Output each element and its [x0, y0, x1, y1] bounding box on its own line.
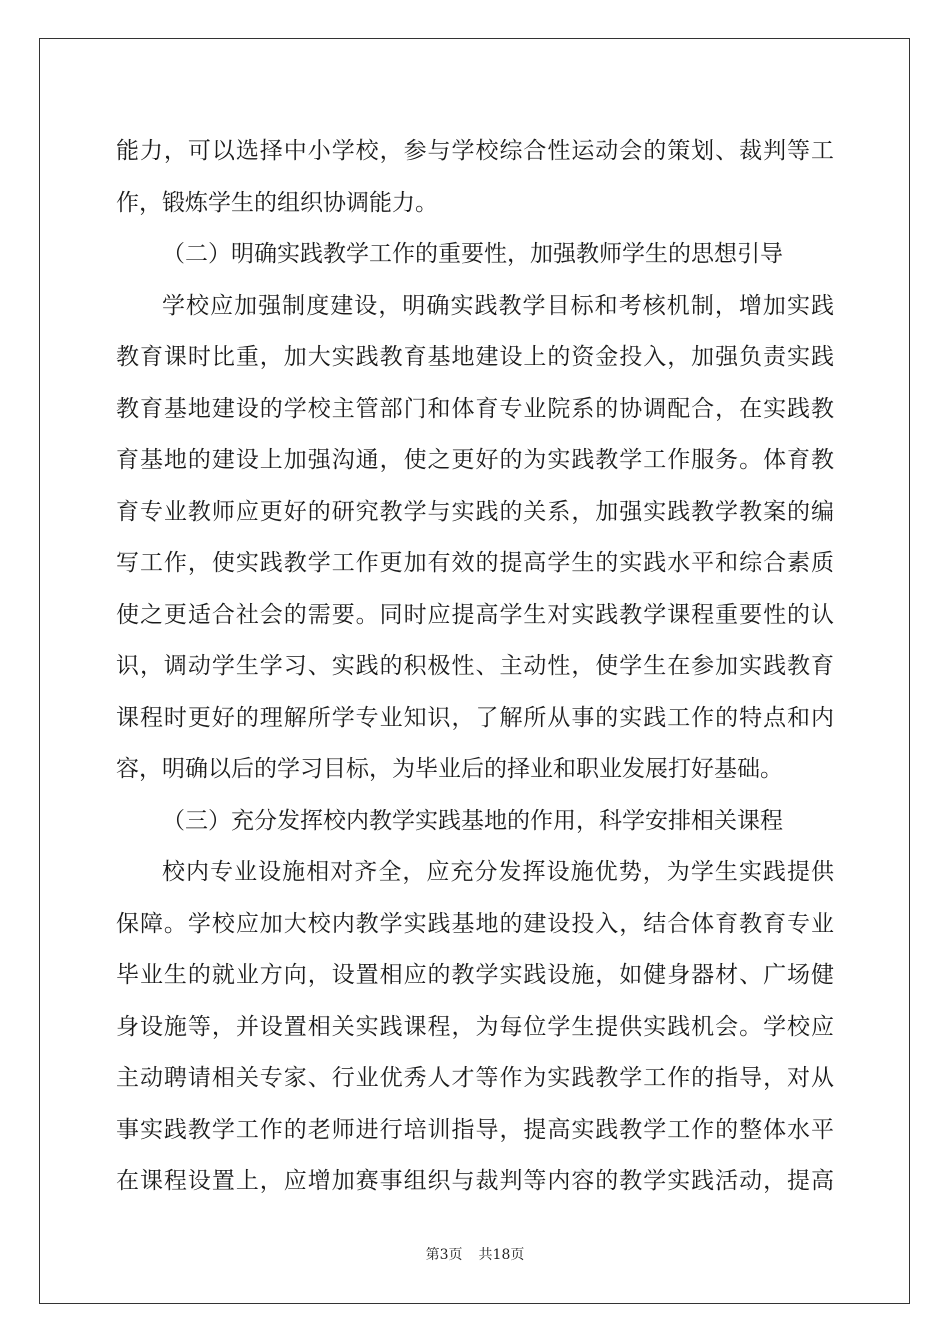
text-line: 能力，可以选择中小学校，参与学校综合性运动会的策划、裁判等工	[116, 138, 834, 164]
text-line: 教育基地建设的学校主管部门和体育专业院系的协调配合，在实践教	[116, 395, 834, 422]
text-line: 容，明确以后的学习目标，为毕业后的择业和职业发展打好基础。	[116, 756, 783, 782]
text-line: 使之更适合社会的需要。同时应提高学生对实践教学课程重要性的认	[116, 601, 834, 628]
page-number: 第3页	[425, 1247, 463, 1263]
text-line: 校内专业设施相对齐全，应充分发挥设施优势，为学生实践提供	[162, 859, 834, 885]
text-line: 毕业生的就业方向，设置相应的教学实践设施，如健身器材、广场健	[116, 962, 834, 988]
section-heading: （二）明确实践教学工作的重要性，加强教师学生的思想引导	[162, 241, 783, 267]
text-line: 写工作，使实践教学工作更加有效的提高学生的实践水平和综合素质	[116, 550, 834, 576]
text-line: 课程时更好的理解所学专业知识，了解所从事的实践工作的特点和内	[116, 704, 834, 731]
text-line: 保障。学校应加大校内教学实践基地的建设投入，结合体育教育专业	[116, 910, 834, 937]
text-line: 主动聘请相关专家、行业优秀人才等作为实践教学工作的指导，对从	[116, 1065, 834, 1091]
text-line: 在课程设置上，应增加赛事组织与裁判等内容的教学实践活动，提高	[116, 1168, 834, 1194]
section-heading: （三）充分发挥校内教学实践基地的作用，科学安排相关课程	[162, 807, 783, 834]
text-line: 教育课时比重，加大实践教育基地建设上的资金投入，加强负责实践	[116, 344, 834, 370]
text-line: 育专业教师应更好的研究教学与实践的关系，加强实践教学教案的编	[116, 498, 834, 525]
text-line: 作，锻炼学生的组织协调能力。	[116, 189, 438, 216]
page-footer	[0, 1244, 950, 1264]
text-line: 身设施等，并设置相关实践课程，为每位学生提供实践机会。学校应	[116, 1013, 834, 1040]
text-line: 学校应加强制度建设，明确实践教学目标和考核机制，增加实践	[162, 292, 834, 319]
document-body	[116, 126, 834, 1208]
page-total: 共18页	[478, 1247, 525, 1263]
text-line: 育基地的建设上加强沟通，使之更好的为实践教学工作服务。体育教	[116, 447, 834, 473]
text-line: 事实践教学工作的老师进行培训指导，提高实践教学工作的整体水平	[116, 1116, 834, 1143]
text-line: 识，调动学生学习、实践的积极性、主动性，使学生在参加实践教育	[116, 653, 834, 679]
